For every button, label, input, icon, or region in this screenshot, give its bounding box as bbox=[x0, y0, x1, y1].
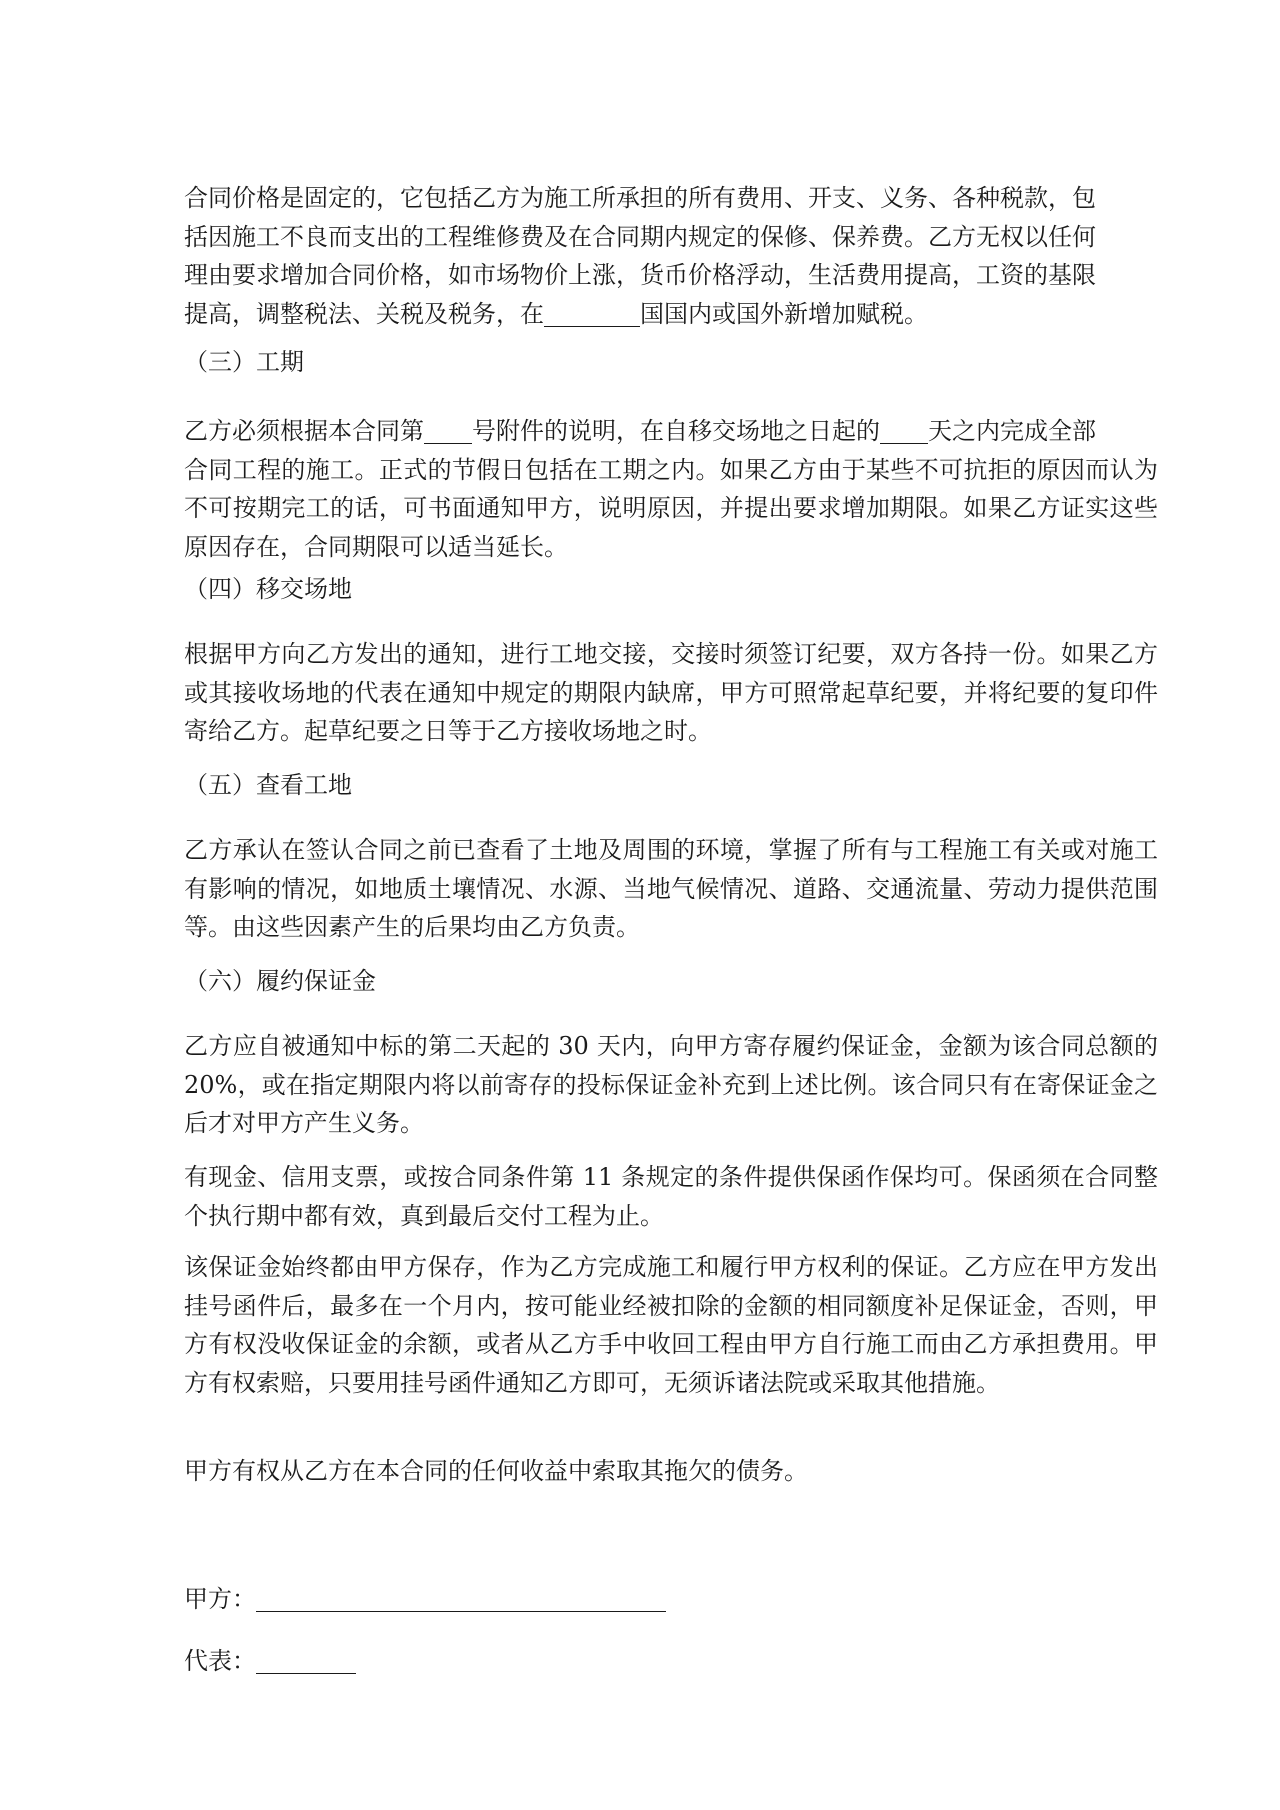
bond-paragraph-3: 该保证金始终都由甲方保存，作为乙方完成施工和履行甲方权利的保证。乙方应在甲方发出挂号函件后，最多在一个月内，按可能业经被扣除的金额的相同额度补足保证金，否则，甲方有权没收保证金的余额，或者从乙方手中收回工程由甲方自行施工而由乙方承担费用。甲方有权索赔，只要用挂号函件通知乙方即可，无须诉诸法院或采取其他措施。 bbox=[184, 1253, 1158, 1397]
blank-days bbox=[880, 417, 928, 444]
party-a-blank bbox=[256, 1585, 666, 1612]
section-heading-6: （六）履约保证金 bbox=[184, 967, 376, 995]
bond-paragraph-1: 乙方应自被通知中标的第二天起的 30 天内，向甲方寄存履约保证金，金额为该合同总额的 20%，或在指定期限内将以前寄存的投标保证金补充到上述比例。该合同只有在寄保证金之后才对甲方产生义务。 bbox=[184, 1032, 1158, 1137]
debt-paragraph: 甲方有权从乙方在本合同的任何收益中索取其拖欠的债务。 bbox=[184, 1457, 808, 1485]
party-a-signature: 甲方： bbox=[184, 1580, 666, 1618]
representative-signature: 代表： bbox=[184, 1642, 356, 1680]
section-heading-4: （四）移交场地 bbox=[184, 575, 352, 603]
section-heading-5: （五）查看工地 bbox=[184, 771, 352, 799]
representative-blank bbox=[256, 1647, 356, 1674]
period-paragraph: 乙方必须根据本合同第 号附件的说明，在自移交场地之日起的 天之内完成全部 合同工程的施工。正式的节假日包括在工期之内。如果乙方由于某些不可抗拒的原因而认为不可按期完工的话，可书面通知甲方，说明原因，并提出要求增加期限。如果乙方证实这些原因存在，合同期限可以适当延长。 bbox=[184, 417, 1158, 561]
blank-country bbox=[544, 300, 640, 327]
bond-paragraph-2: 有现金、信用支票，或按合同条件第 11 条规定的条件提供保函作保均可。保函须在合同整个执行期中都有效，真到最后交付工程为止。 bbox=[184, 1163, 1158, 1230]
handover-paragraph: 根据甲方向乙方发出的通知，进行工地交接，交接时须签订纪要，双方各持一份。如果乙方或其接收场地的代表在通知中规定的期限内缺席，甲方可照常起草纪要，并将纪要的复印件寄给乙方。起草纪要之日等于乙方接收场地之时。 bbox=[184, 640, 1158, 745]
blank-annex-number bbox=[424, 417, 472, 444]
price-paragraph: 合同价格是固定的，它包括乙方为施工所承担的所有费用、开支、义务、各种税款，包 括因施工不良而支出的工程维修费及在合同期内规定的保修、保养费。乙方无权以任何 理由要求增加合同价格，如市场物价上涨，货币价格浮动，生活费用提高，工资的基限 提高，调整税法、关税及税务，在 国国内或国外新增加赋税。 bbox=[184, 184, 1096, 328]
section-heading-3: （三）工期 bbox=[184, 348, 304, 376]
inspect-paragraph: 乙方承认在签认合同之前已查看了土地及周围的环境，掌握了所有与工程施工有关或对施工有影响的情况，如地质土壤情况、水源、当地气候情况、道路、交通流量、劳动力提供范围等。由这些因素产生的后果均由乙方负责。 bbox=[184, 836, 1158, 941]
